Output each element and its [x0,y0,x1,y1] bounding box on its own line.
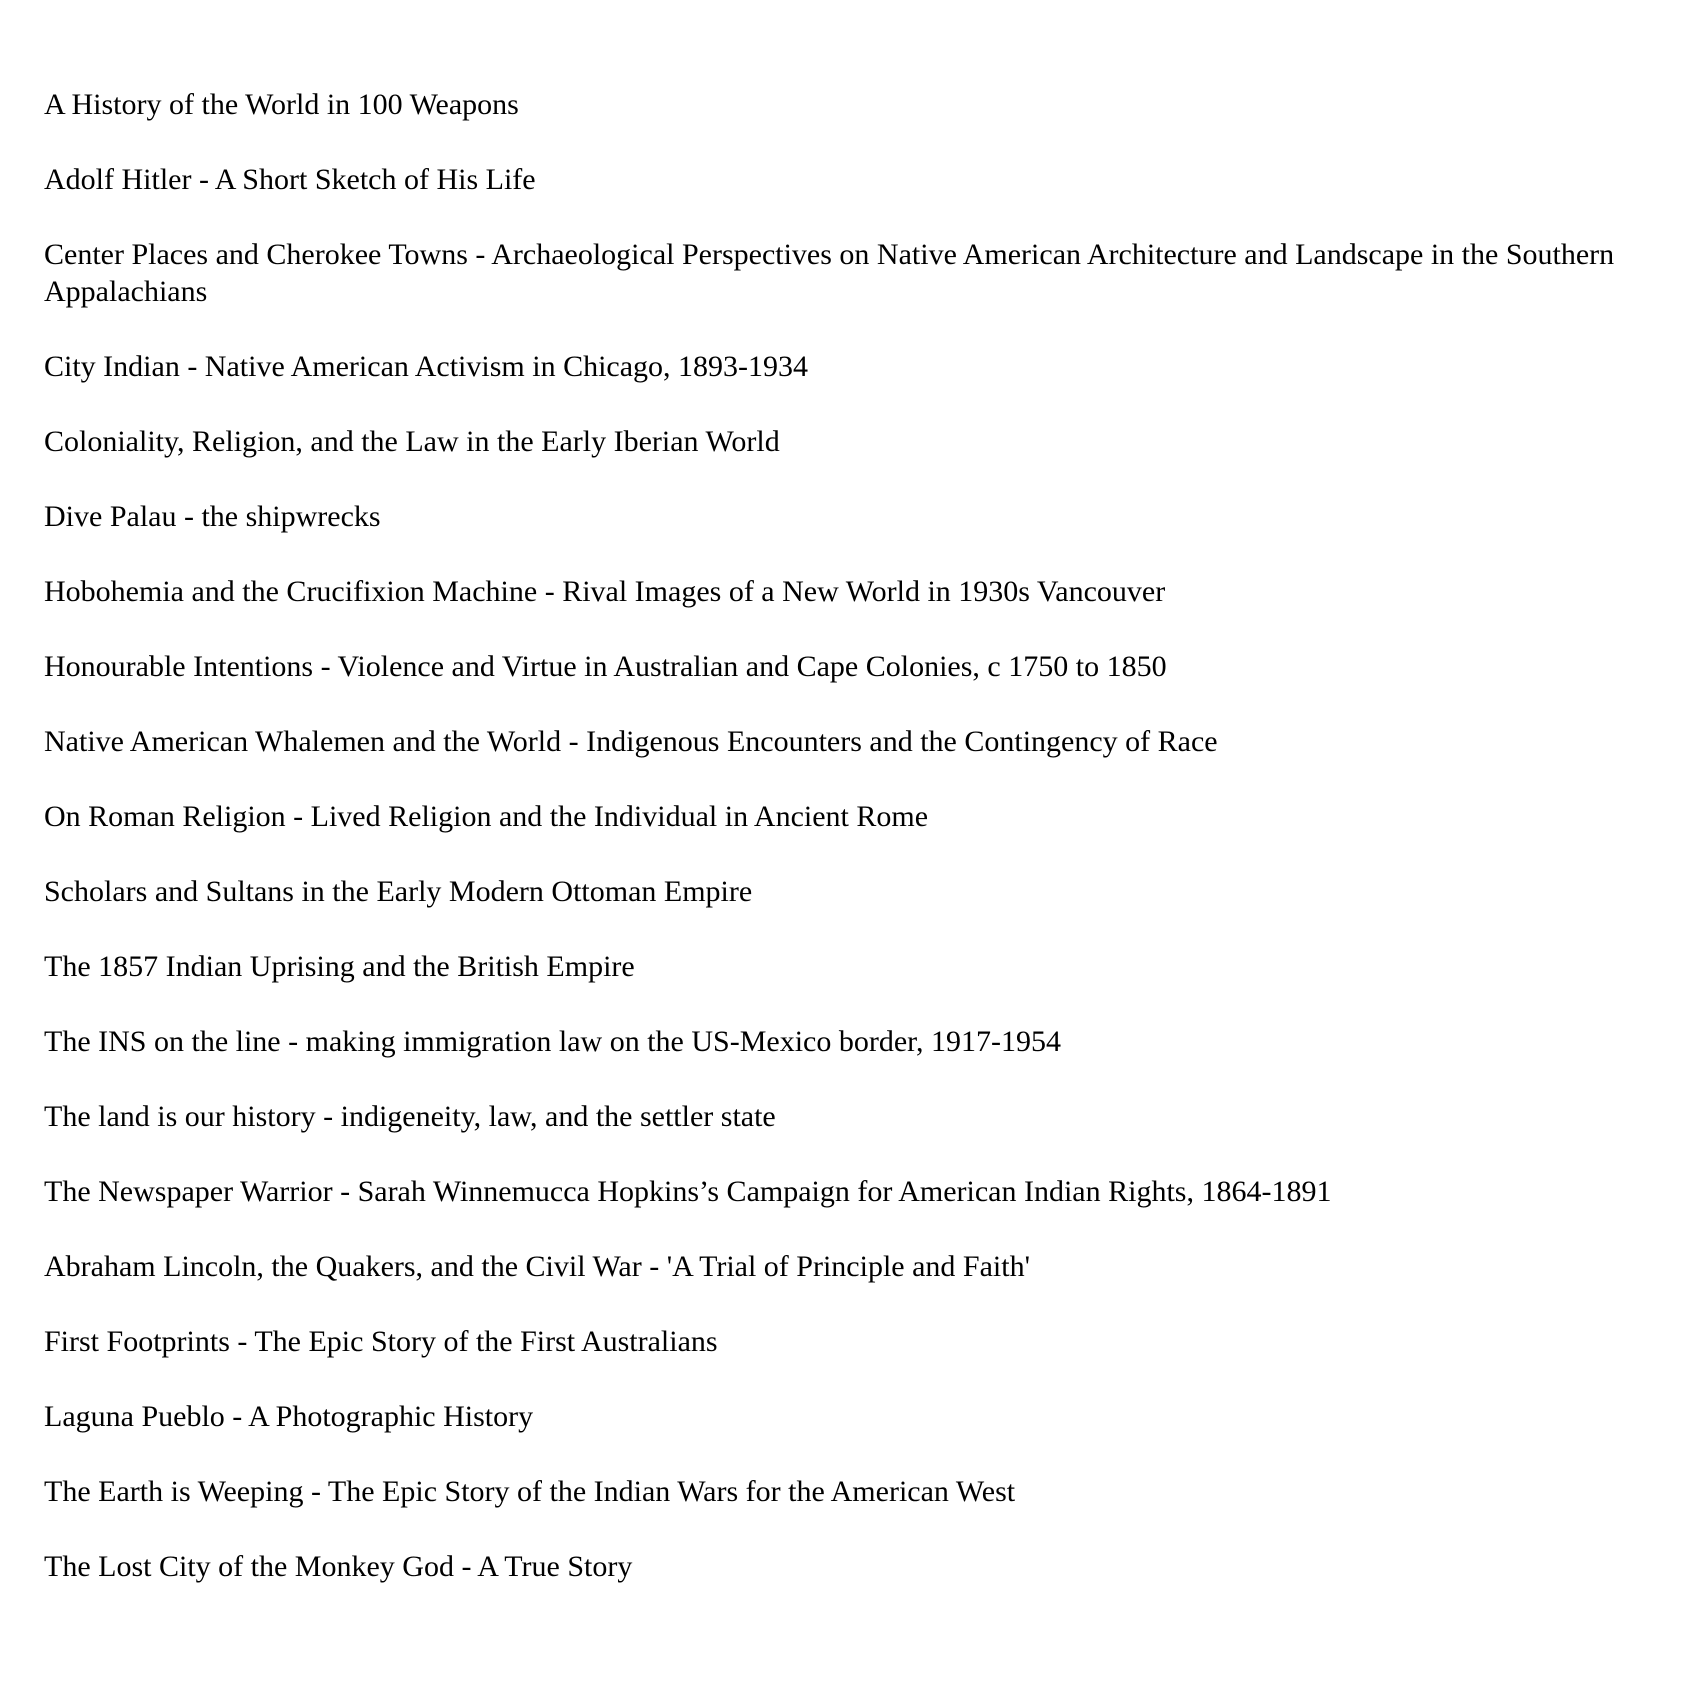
book-title: Adolf Hitler - A Short Sketch of His Life [44,163,536,196]
book-title: Native American Whalemen and the World - Indigenous Encounters and the Contingency of Race [44,725,1218,758]
book-title: Hobohemia and the Crucifixion Machine - Rival Images of a New World in 1930s Vancouver [44,575,1166,608]
book-title: On Roman Religion - Lived Religion and the Individual in Ancient Rome [44,800,929,833]
book-title: The Newspaper Warrior - Sarah Winnemucca Hopkins’s Campaign for American Indian Rights, 1864-1891 [44,1175,1332,1208]
book-title: Scholars and Sultans in the Early Modern Ottoman Empire [44,875,753,908]
book-title: First Footprints - The Epic Story of the First Australians [44,1325,718,1358]
book-title: The Earth is Weeping - The Epic Story of the Indian Wars for the American West [44,1475,1016,1508]
book-title: Center Places and Cherokee Towns - Archaeological Perspectives on Native American Architecture and Landscape in the Southern Appalachians [44,238,1615,308]
book-title: The land is our history - indigeneity, law, and the settler state [44,1100,776,1133]
book-title: Abraham Lincoln, the Quakers, and the Civil War - 'A Trial of Principle and Faith' [44,1250,1031,1283]
book-title: Laguna Pueblo - A Photographic History [44,1400,534,1433]
book-title: Honourable Intentions - Violence and Virtue in Australian and Cape Colonies, c 1750 to 1850 [44,650,1167,683]
book-title-list [44,86,1644,1623]
book-title: The 1857 Indian Uprising and the British Empire [44,950,635,983]
book-title: The INS on the line - making immigration law on the US-Mexico border, 1917-1954 [44,1025,1061,1058]
book-title: A History of the World in 100 Weapons [44,88,519,121]
book-title: City Indian - Native American Activism in Chicago, 1893-1934 [44,350,809,383]
book-title: Coloniality, Religion, and the Law in the Early Iberian World [44,425,780,458]
book-title: Dive Palau - the shipwrecks [44,500,381,533]
book-title: The Lost City of the Monkey God - A True Story [44,1550,633,1583]
